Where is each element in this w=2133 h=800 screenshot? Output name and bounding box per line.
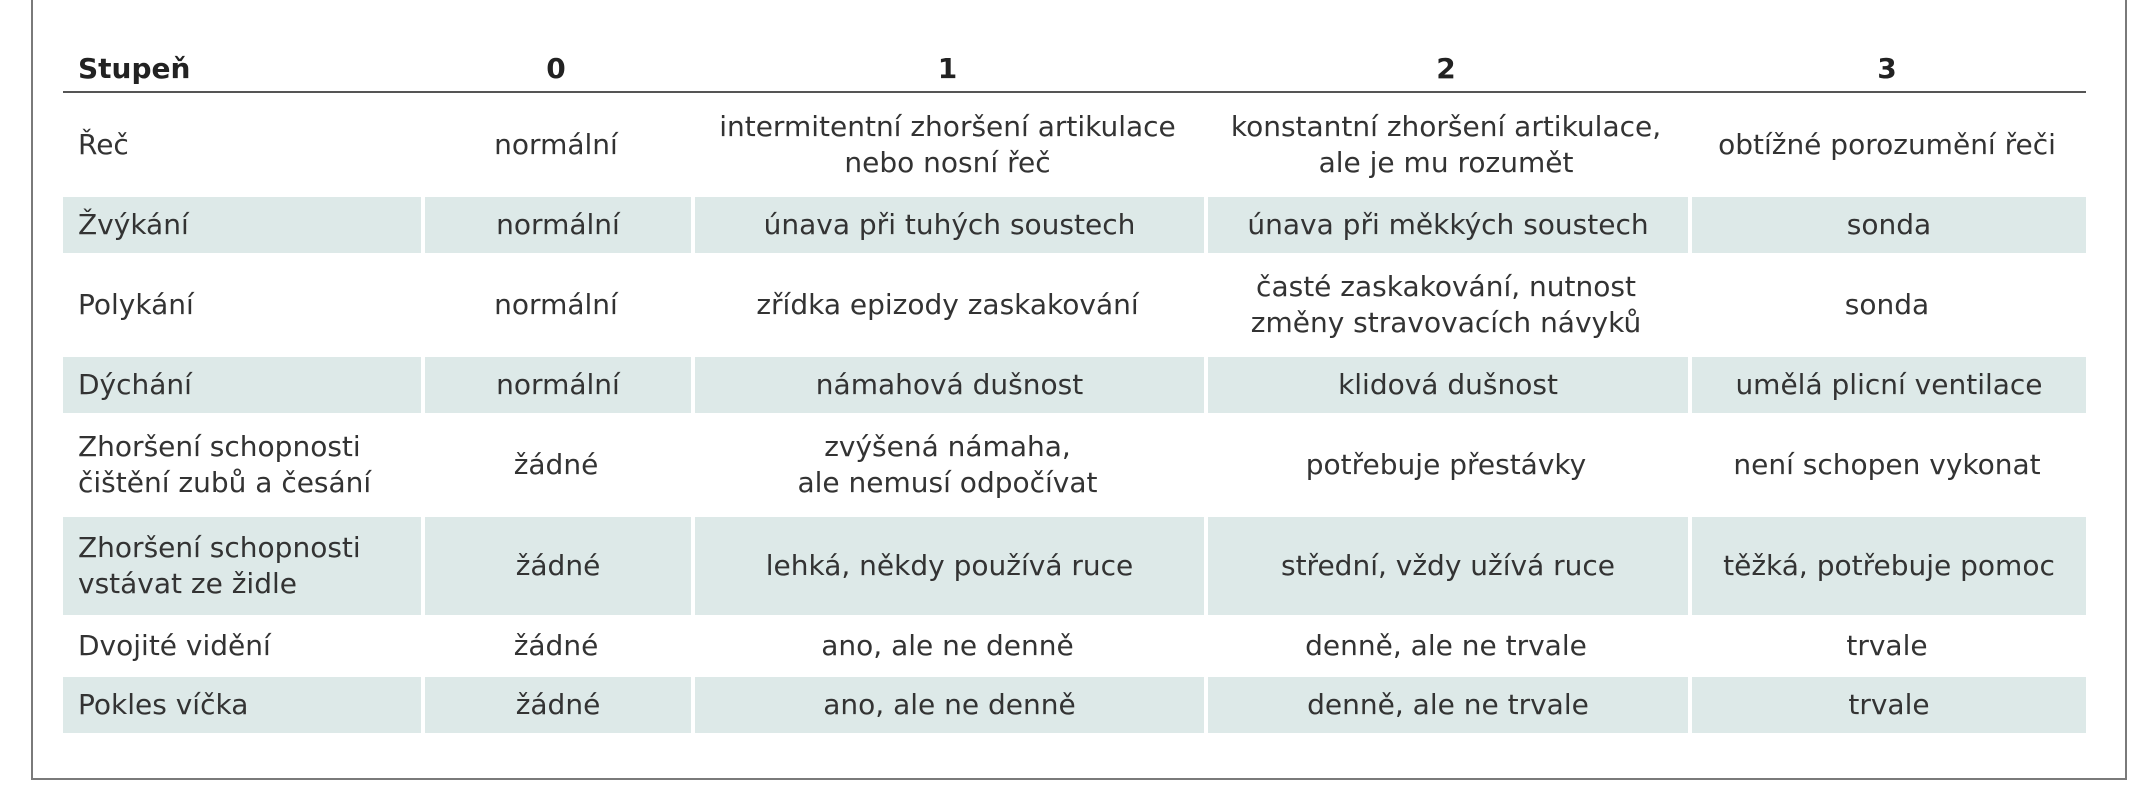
grade-2-cell: denně, ale ne trvale — [1305, 629, 1587, 662]
grade-0-cell: normální — [494, 288, 618, 321]
grade-2-cell: potřebuje přestávky — [1305, 448, 1587, 481]
table-row — [63, 256, 2086, 354]
grade-2-cell: konstantní zhoršení artikulace, ale je mu rozumět — [1230, 110, 1662, 179]
grade-1-cell: zvýšená námaha, ale nemusí odpočívat — [797, 430, 1098, 499]
row-label: Pokles víčka — [63, 677, 421, 733]
header-0: 0 — [421, 41, 691, 93]
row-label: Dvojité vidění — [78, 629, 271, 662]
row-label: Zhoršení schopnosti čištění zubů a česání — [78, 430, 372, 499]
grade-2-cell: denně, ale ne trvale — [1204, 677, 1688, 733]
header-row — [63, 41, 2086, 93]
grade-0-cell: normální — [421, 357, 691, 413]
grade-3-cell: trvale — [1688, 677, 2086, 733]
grade-2-cell: časté zaskakování, nutnost změny stravovacích návyků — [1250, 270, 1642, 339]
grade-0-cell: normální — [494, 128, 618, 161]
grade-2-cell: únava při měkkých soustech — [1204, 197, 1688, 253]
grade-1-cell: námahová dušnost — [691, 357, 1204, 413]
grade-0-cell: žádné — [421, 517, 691, 615]
grade-3-cell: sonda — [1688, 197, 2086, 253]
grade-1-cell: ano, ale ne denně — [821, 629, 1074, 662]
grade-0-cell: žádné — [513, 448, 599, 481]
grade-0-cell: žádné — [513, 629, 599, 662]
grade-0-cell: žádné — [421, 677, 691, 733]
row-label: Zhoršení schopnosti vstávat ze židle — [63, 517, 421, 615]
grade-2-cell: klidová dušnost — [1204, 357, 1688, 413]
grade-3-cell: sonda — [1844, 288, 1930, 321]
grade-1-cell: únava při tuhých soustech — [691, 197, 1204, 253]
grade-1-cell: ano, ale ne denně — [691, 677, 1204, 733]
row-label: Řeč — [78, 128, 129, 161]
table-row — [63, 416, 2086, 514]
table-row — [63, 517, 2086, 615]
table-row — [63, 197, 2086, 253]
grade-1-cell: intermitentní zhoršení artikulace nebo nosní řeč — [719, 110, 1176, 179]
header-3: 3 — [1688, 41, 2086, 93]
row-label: Dýchání — [63, 357, 421, 413]
grade-3-cell: těžká, potřebuje pomoc — [1688, 517, 2086, 615]
table-row — [63, 677, 2086, 733]
header-grade: Stupeň — [63, 41, 421, 93]
grade-1-cell: zřídka epizody zaskakování — [756, 288, 1139, 321]
table-row — [63, 618, 2086, 674]
grade-1-cell: lehká, někdy používá ruce — [691, 517, 1204, 615]
header-2: 2 — [1204, 41, 1688, 93]
grade-3-cell: umělá plicní ventilace — [1688, 357, 2086, 413]
grade-3-cell: není schopen vykonat — [1733, 448, 2041, 481]
row-label: Polykání — [78, 288, 194, 321]
grade-0-cell: normální — [421, 197, 691, 253]
header-1: 1 — [691, 41, 1204, 93]
table-row — [63, 357, 2086, 413]
grade-3-cell: trvale — [1846, 629, 1928, 662]
table-row — [63, 96, 2086, 194]
grade-3-cell: obtížné porozumění řeči — [1718, 128, 2056, 161]
row-label: Žvýkání — [63, 197, 421, 253]
grading-table — [63, 38, 2086, 736]
grade-2-cell: střední, vždy užívá ruce — [1204, 517, 1688, 615]
